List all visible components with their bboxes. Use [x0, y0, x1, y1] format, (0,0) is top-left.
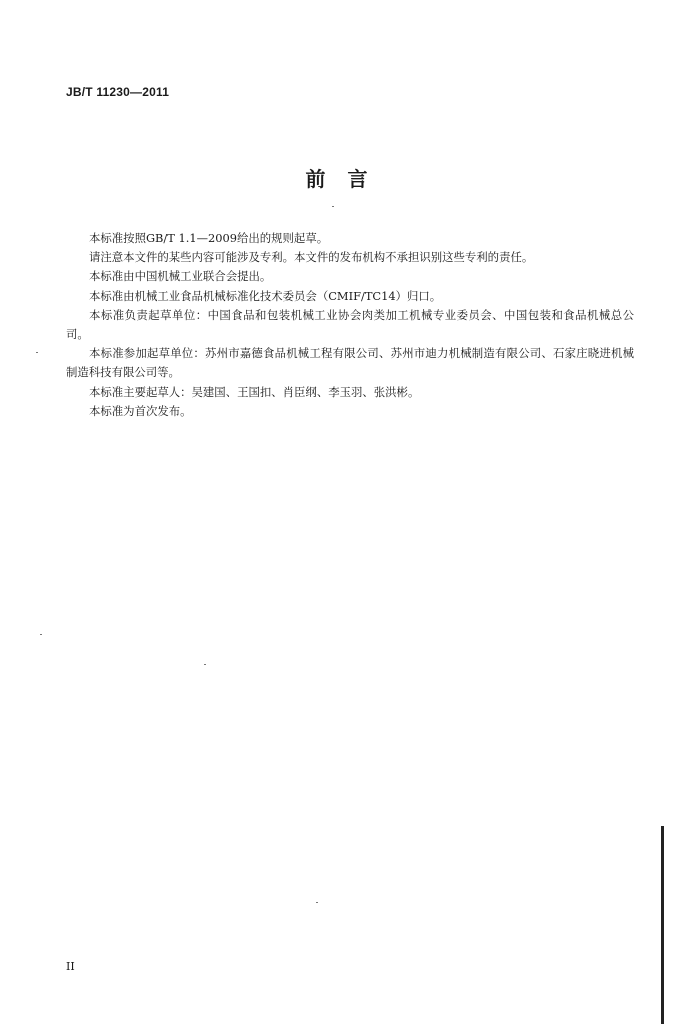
- page-title: 前言: [305, 167, 390, 191]
- scan-speck: [36, 352, 38, 353]
- paragraph-lead-drafting-units: 本标准负责起草单位：中国食品和包装机械工业协会肉类加工机械专业委员会、中国包装和食品机械总公司。: [66, 307, 634, 342]
- paragraph-technical-committee: 本标准由机械工业食品机械标准化技术委员会（CMIF/TC14）归口。: [89, 288, 442, 303]
- paragraph-participating-units: 本标准参加起草单位：苏州市嘉德食品机械工程有限公司、苏州市迪力机械制造有限公司、石家庄晓进机械制造科技有限公司等。: [66, 346, 634, 380]
- foreword-body: [66, 229, 634, 421]
- scan-speck: [204, 664, 206, 665]
- scan-speck: [332, 206, 334, 207]
- paragraph-main-drafters: 本标准主要起草人：吴建国、王国扣、肖臣纲、李玉羽、张洪彬。: [89, 384, 420, 399]
- scan-speck: [316, 902, 318, 903]
- scan-speck: [40, 634, 42, 635]
- standard-code-header: JB/T 11230—2011: [66, 85, 170, 99]
- paragraph-first-release: 本标准为首次发布。: [89, 403, 192, 418]
- paragraph-drafting-rules: 本标准按照GB/T 1.1—2009给出的规则起草。: [89, 231, 329, 245]
- paragraph-proposer: 本标准由中国机械工业联合会提出。: [89, 269, 272, 284]
- paragraph-patent-notice: 请注意本文件的某些内容可能涉及专利。本文件的发布机构不承担识别这些专利的责任。: [89, 250, 534, 265]
- page-number: II: [66, 960, 75, 973]
- scan-edge-line: [661, 826, 664, 1024]
